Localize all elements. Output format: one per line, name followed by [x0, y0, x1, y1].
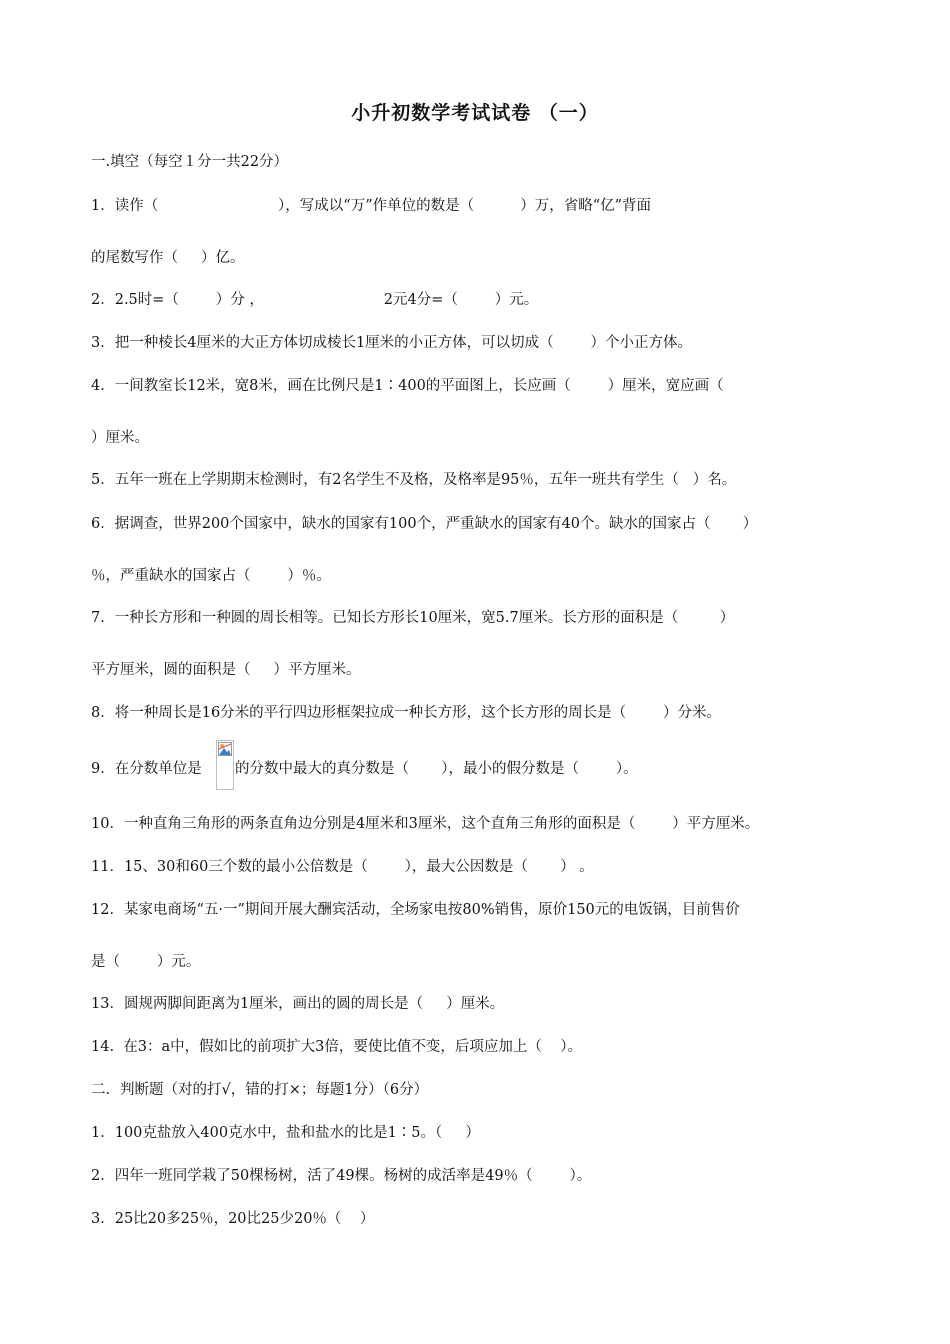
question-1-line-1: 1．读作（ ），写成以“万”作单位的数是（ ）万，省略“亿”背面	[91, 198, 652, 214]
question-4-line-2: ）厘米。	[91, 430, 149, 446]
question-6-line-1: 6．据调查，世界200个国家中，缺水的国家有100个，严重缺水的国家有40个。缺水的国家占（ ）	[91, 516, 758, 532]
question-9-suffix: 的分数中最大的真分数是（ ），最小的假分数是（ ）。	[235, 761, 638, 777]
question-2: 2．2.5时=（ ）分 ， 2元4分=（ ）元。	[91, 292, 539, 308]
page-title: 小升初数学考试试卷 （一）	[351, 102, 599, 124]
question-7-line-2: 平方厘米，圆的面积是（ ）平方厘米。	[91, 662, 361, 678]
section1-heading: 一.填空（每空１分一共22分）	[91, 154, 289, 170]
question-14: 14. 在3：a中，假如比的前项扩大3倍，要使比值不变，后项应加上（ ）。	[91, 1039, 583, 1055]
question-11: 11．15、30和60三个数的最小公倍数是（ ），最大公因数是（ ） 。	[91, 859, 594, 875]
section2-heading: 二．判断题（对的打√，错的打×；每题1分）（6分）	[91, 1082, 429, 1098]
question-4-line-1: 4．一间教室长12米，宽8米，画在比例尺是1∶400的平面图上，长应画（ ）厘米，宽应画（	[91, 378, 724, 394]
question-12-line-1: 12．某家电商场“五·一”期间开展大酬宾活动，全场家电按80%销售，原价150元的电饭锅，目前售价	[91, 902, 740, 918]
judge-question-1: 1．100克盐放入400克水中，盐和盐水的比是1∶5。（ ）	[91, 1125, 480, 1141]
question-1-line-2: 的尾数写作（ ）亿。	[91, 250, 245, 266]
question-12-line-2: 是（ ）元。	[91, 954, 201, 970]
question-5: 5．五年一班在上学期期末检测时，有2名学生不及格，及格率是95％，五年一班共有学生（ ）名。	[91, 472, 737, 488]
question-8: 8．将一种周长是16分米的平行四边形框架拉成一种长方形，这个长方形的周长是（ ）分米。	[91, 705, 722, 721]
fraction-image-placeholder	[216, 740, 234, 790]
judge-question-3: 3．25比20多25％，20比25少20％（ ）	[91, 1211, 375, 1227]
question-13: 13．圆规两脚间距离为1厘米，画出的圆的周长是（ ）厘米。	[91, 996, 505, 1012]
question-10: 10．一种直角三角形的两条直角边分别是4厘米和3厘米，这个直角三角形的面积是（ ）平方厘米。	[91, 816, 760, 832]
question-7-line-1: 7．一种长方形和一种圆的周长相等。已知长方形长10厘米，宽5.7厘米。长方形的面积是（ ）	[91, 610, 735, 626]
question-9-prefix: 9．在分数单位是	[91, 761, 202, 777]
question-3: 3．把一种棱长4厘米的大正方体切成棱长1厘米的小正方体，可以切成（ ）个小正方体。	[91, 335, 693, 351]
broken-image-icon	[218, 742, 232, 756]
judge-question-2: 2．四年一班同学栽了50棵杨树，活了49棵。杨树的成活率是49％（ ）。	[91, 1168, 592, 1184]
question-6-line-2: ％，严重缺水的国家占（ ）％。	[91, 568, 331, 584]
